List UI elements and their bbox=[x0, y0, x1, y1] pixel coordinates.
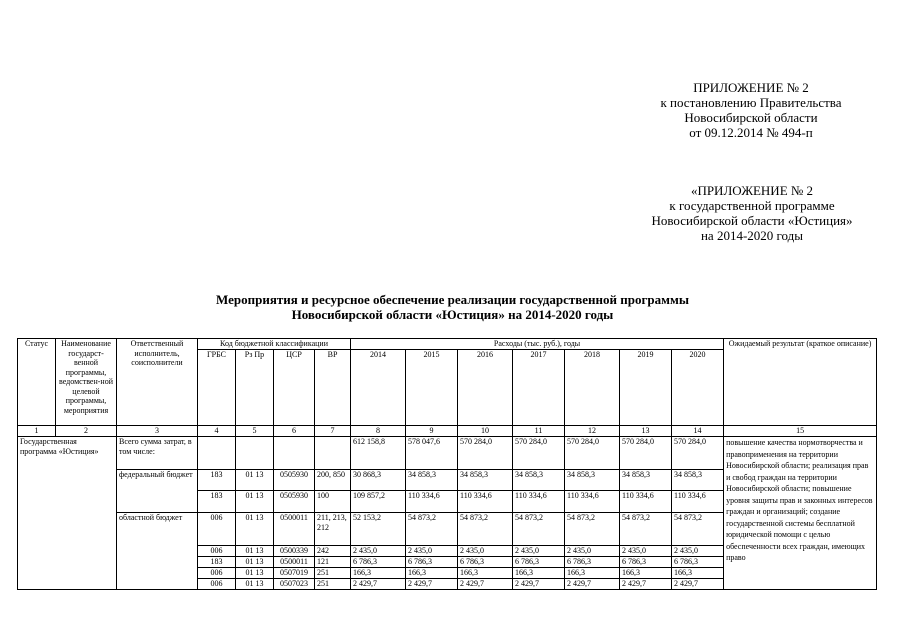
grbs-cell: 183 bbox=[198, 557, 236, 568]
program-appendix-line1: «ПРИЛОЖЕНИЕ № 2 bbox=[690, 183, 814, 198]
rzpr-cell: 01 13 bbox=[236, 470, 274, 491]
expense-value: 570 284,0 bbox=[672, 437, 724, 470]
column-number-row bbox=[18, 426, 877, 437]
vr-cell: 121 bbox=[315, 557, 351, 568]
vr-cell: 211, 213, 212 bbox=[315, 513, 351, 546]
column-number: 8 bbox=[351, 426, 406, 437]
column-number: 7 bbox=[315, 426, 351, 437]
header-rzpr: Рз Пр bbox=[236, 350, 274, 426]
grbs-cell: 006 bbox=[198, 513, 236, 546]
csr-cell: 0507023 bbox=[274, 579, 315, 590]
executor-cell bbox=[117, 579, 198, 590]
document-title-line1: Мероприятия и ресурсное обеспечение реализации государственной программы bbox=[216, 292, 689, 307]
expense-value: 110 334,6 bbox=[565, 491, 620, 513]
program-status: Государственная программа «Юстиция» bbox=[18, 437, 117, 590]
column-number: 3 bbox=[117, 426, 198, 437]
header-year: 2018 bbox=[565, 350, 620, 426]
header-year: 2019 bbox=[620, 350, 672, 426]
expense-value: 6 786,3 bbox=[513, 557, 565, 568]
expense-value: 6 786,3 bbox=[672, 557, 724, 568]
expense-value: 6 786,3 bbox=[406, 557, 458, 568]
rzpr-cell bbox=[236, 437, 274, 470]
expense-value: 2 435,0 bbox=[351, 546, 406, 557]
header-result: Ожидаемый результат (краткое описание) bbox=[724, 339, 877, 426]
vr-cell: 200, 850 bbox=[315, 470, 351, 491]
expense-value: 166,3 bbox=[351, 568, 406, 579]
expense-value: 2 435,0 bbox=[672, 546, 724, 557]
expense-value: 54 873,2 bbox=[513, 513, 565, 546]
expense-value: 34 858,3 bbox=[565, 470, 620, 491]
program-appendix-line4: на 2014-2020 годы bbox=[700, 228, 804, 243]
expense-value: 2 429,7 bbox=[672, 579, 724, 590]
header-expenses: Расходы (тыс. руб.), годы bbox=[351, 339, 724, 350]
expense-value: 166,3 bbox=[672, 568, 724, 579]
executor-cell: федеральный бюджет bbox=[117, 470, 198, 491]
vr-cell bbox=[315, 437, 351, 470]
executor-cell bbox=[117, 546, 198, 557]
vr-cell: 242 bbox=[315, 546, 351, 557]
header-status: Статус bbox=[18, 339, 56, 426]
expense-value: 2 435,0 bbox=[620, 546, 672, 557]
column-number: 1 bbox=[18, 426, 56, 437]
expense-value: 166,3 bbox=[513, 568, 565, 579]
expense-value: 2 435,0 bbox=[565, 546, 620, 557]
rzpr-cell: 01 13 bbox=[236, 568, 274, 579]
appendix-header-line4: от 09.12.2014 № 494-п bbox=[689, 125, 813, 140]
rzpr-cell: 01 13 bbox=[236, 579, 274, 590]
csr-cell bbox=[274, 437, 315, 470]
column-number: 13 bbox=[620, 426, 672, 437]
appendix-header-line1: ПРИЛОЖЕНИЕ № 2 bbox=[693, 80, 809, 95]
csr-cell: 0500011 bbox=[274, 557, 315, 568]
vr-cell: 251 bbox=[315, 579, 351, 590]
csr-cell: 0505930 bbox=[274, 491, 315, 513]
expense-value: 6 786,3 bbox=[458, 557, 513, 568]
header-year: 2017 bbox=[513, 350, 565, 426]
expense-value: 6 786,3 bbox=[351, 557, 406, 568]
vr-cell: 100 bbox=[315, 491, 351, 513]
column-number: 2 bbox=[56, 426, 117, 437]
expense-value: 2 429,7 bbox=[458, 579, 513, 590]
expense-value: 2 429,7 bbox=[513, 579, 565, 590]
column-number: 10 bbox=[458, 426, 513, 437]
header-year: 2014 bbox=[351, 350, 406, 426]
rzpr-cell: 01 13 bbox=[236, 557, 274, 568]
rzpr-cell: 01 13 bbox=[236, 491, 274, 513]
grbs-cell: 006 bbox=[198, 579, 236, 590]
executor-cell: областной бюджет bbox=[117, 513, 198, 546]
column-number: 12 bbox=[565, 426, 620, 437]
executor-cell: Всего сумма затрат, в том числе: bbox=[117, 437, 198, 470]
expense-value: 34 858,3 bbox=[620, 470, 672, 491]
expense-value: 110 334,6 bbox=[406, 491, 458, 513]
expense-value: 2 429,7 bbox=[620, 579, 672, 590]
expense-value: 578 047,6 bbox=[406, 437, 458, 470]
expense-value: 54 873,2 bbox=[565, 513, 620, 546]
expense-value: 2 429,7 bbox=[351, 579, 406, 590]
expense-value: 166,3 bbox=[406, 568, 458, 579]
program-appendix-line3: Новосибирской области «Юстиция» bbox=[651, 213, 853, 228]
expense-value: 34 858,3 bbox=[458, 470, 513, 491]
expense-value: 166,3 bbox=[458, 568, 513, 579]
expense-value: 52 153,2 bbox=[351, 513, 406, 546]
column-number: 4 bbox=[198, 426, 236, 437]
column-number: 15 bbox=[724, 426, 877, 437]
expense-value: 612 158,8 bbox=[351, 437, 406, 470]
expense-value: 2 435,0 bbox=[458, 546, 513, 557]
column-number: 5 bbox=[236, 426, 274, 437]
expense-value: 54 873,2 bbox=[458, 513, 513, 546]
header-csr: ЦСР bbox=[274, 350, 315, 426]
grbs-cell bbox=[198, 437, 236, 470]
expense-value: 30 868,3 bbox=[351, 470, 406, 491]
appendix-header-line3: Новосибирской области bbox=[684, 110, 818, 125]
expense-value: 34 858,3 bbox=[406, 470, 458, 491]
expense-value: 166,3 bbox=[620, 568, 672, 579]
rzpr-cell: 01 13 bbox=[236, 546, 274, 557]
grbs-cell: 006 bbox=[198, 568, 236, 579]
expense-value: 34 858,3 bbox=[513, 470, 565, 491]
executor-cell bbox=[117, 491, 198, 513]
executor-cell bbox=[117, 557, 198, 568]
header-year: 2020 bbox=[672, 350, 724, 426]
expense-value: 570 284,0 bbox=[458, 437, 513, 470]
expense-value: 570 284,0 bbox=[620, 437, 672, 470]
table-row bbox=[18, 437, 877, 470]
header-year: 2015 bbox=[406, 350, 458, 426]
expense-value: 54 873,2 bbox=[672, 513, 724, 546]
resource-table bbox=[17, 338, 877, 590]
expense-value: 34 858,3 bbox=[672, 470, 724, 491]
expense-value: 54 873,2 bbox=[406, 513, 458, 546]
grbs-cell: 006 bbox=[198, 546, 236, 557]
grbs-cell: 183 bbox=[198, 470, 236, 491]
column-number: 14 bbox=[672, 426, 724, 437]
expense-value: 570 284,0 bbox=[513, 437, 565, 470]
document-title bbox=[0, 292, 905, 322]
csr-cell: 0507019 bbox=[274, 568, 315, 579]
csr-cell: 0500339 bbox=[274, 546, 315, 557]
appendix-header-line2: к постановлению Правительства bbox=[660, 95, 842, 110]
header-executor: Ответственный исполнитель, соисполнители bbox=[117, 339, 198, 426]
document-title-line2: Новосибирской области «Юстиция» на 2014-2020 годы bbox=[291, 307, 614, 322]
grbs-cell: 183 bbox=[198, 491, 236, 513]
column-number: 9 bbox=[406, 426, 458, 437]
expense-value: 110 334,6 bbox=[672, 491, 724, 513]
csr-cell: 0500011 bbox=[274, 513, 315, 546]
column-number: 6 bbox=[274, 426, 315, 437]
expense-value: 109 857,2 bbox=[351, 491, 406, 513]
expense-value: 110 334,6 bbox=[513, 491, 565, 513]
expense-value: 2 435,0 bbox=[406, 546, 458, 557]
expense-value: 6 786,3 bbox=[620, 557, 672, 568]
header-budget-code: Код бюджетной классификации bbox=[198, 339, 351, 350]
expense-value: 570 284,0 bbox=[565, 437, 620, 470]
executor-cell bbox=[117, 568, 198, 579]
header-vr: ВР bbox=[315, 350, 351, 426]
csr-cell: 0505930 bbox=[274, 470, 315, 491]
expense-value: 110 334,6 bbox=[620, 491, 672, 513]
program-appendix-header bbox=[628, 183, 876, 243]
expense-value: 54 873,2 bbox=[620, 513, 672, 546]
expense-value: 110 334,6 bbox=[458, 491, 513, 513]
vr-cell: 251 bbox=[315, 568, 351, 579]
expense-value: 2 429,7 bbox=[406, 579, 458, 590]
header-year: 2016 bbox=[458, 350, 513, 426]
program-appendix-line2: к государственной программе bbox=[669, 198, 835, 213]
expected-result: повышение качества нормотворчества и правоприменения на территории Новосибирской области; реализация прав и свобод граждан на территории Новосибирской области; повышение уровня защиты прав и законных интересов граждан и организаций; создание государственной системы бесплатной юридической помощи с целью обеспеченности всех граждан, имеющих право bbox=[724, 437, 877, 590]
column-number: 11 bbox=[513, 426, 565, 437]
appendix-header bbox=[636, 80, 866, 140]
expense-value: 2 435,0 bbox=[513, 546, 565, 557]
rzpr-cell: 01 13 bbox=[236, 513, 274, 546]
header-name: Наименование государст-венной программы, ведомствен-ной целевой программы, мероприятия bbox=[56, 339, 117, 426]
expense-value: 6 786,3 bbox=[565, 557, 620, 568]
expense-value: 166,3 bbox=[565, 568, 620, 579]
expense-value: 2 429,7 bbox=[565, 579, 620, 590]
header-grbs: ГРБС bbox=[198, 350, 236, 426]
